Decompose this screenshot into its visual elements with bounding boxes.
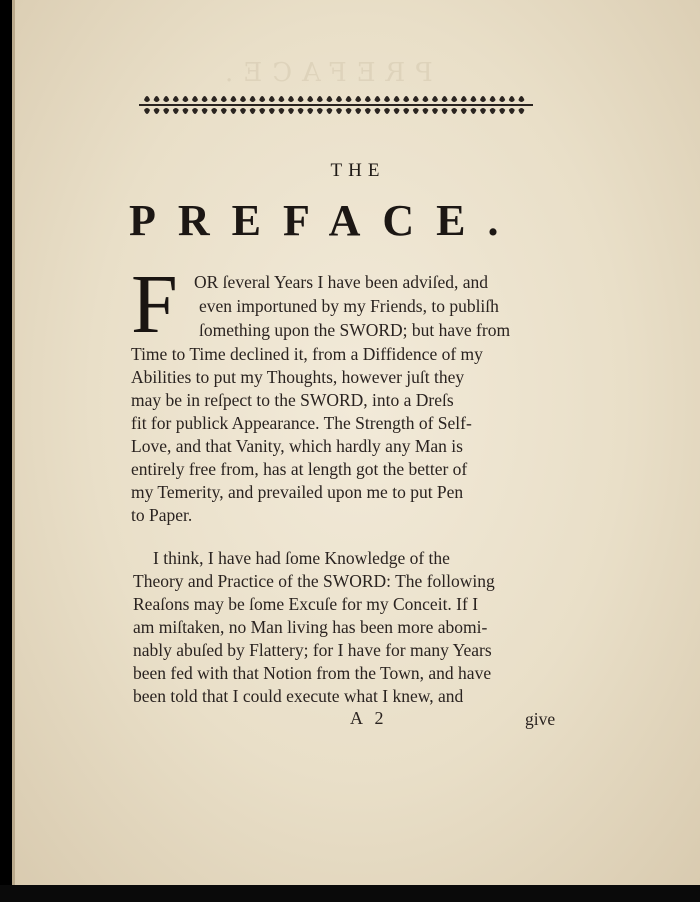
text-line: Love, and that Vanity, which hardly any Man is [131,436,463,456]
drop-cap: F [131,258,178,351]
text-line: nably abuſed by Flattery; for I have for many Years [133,640,492,660]
scan-border [0,885,700,902]
text-line: Abilities to put my Thoughts, however juſt they [131,367,465,387]
book-page [12,0,700,885]
text-line: am miſtaken, no Man living has been more abomi- [133,617,488,637]
text-line: been fed with that Notion from the Town, and have [133,663,492,683]
heading-the: THE [330,160,386,181]
text-line: to Paper. [131,505,193,525]
signature-mark: A 2 [350,708,388,728]
text-line: Theory and Practice of the SWORD: The following [133,571,495,591]
text-line: ſomething upon the SWORD; but have from [199,320,511,340]
text-line: fit for publick Appearance. The Strength of Self- [131,413,472,433]
text-line: been told that I could execute what I knew, and [133,686,464,706]
catchword: give [525,709,556,729]
page-title: PREFACE. [129,196,521,245]
text-line: my Temerity, and prevailed upon me to put Pen [131,482,464,502]
text-line: I think, I have had ſome Knowledge of the [153,548,450,568]
text-line: may be in reſpect to the SWORD, into a Dreſs [131,390,454,410]
decorative-border-ornament [139,88,533,122]
text-line: Time to Time declined it, from a Diffidence of my [131,344,483,364]
show-through-text: PREFACE. [215,58,433,88]
text-line: OR ſeveral Years I have been adviſed, and [194,272,488,292]
text-line: even importuned by my Friends, to publiſh [199,296,499,316]
text-line: Reaſons may be ſome Excuſe for my Conceit. If I [133,594,479,614]
text-line: entirely free from, has at length got the better of [131,459,468,479]
